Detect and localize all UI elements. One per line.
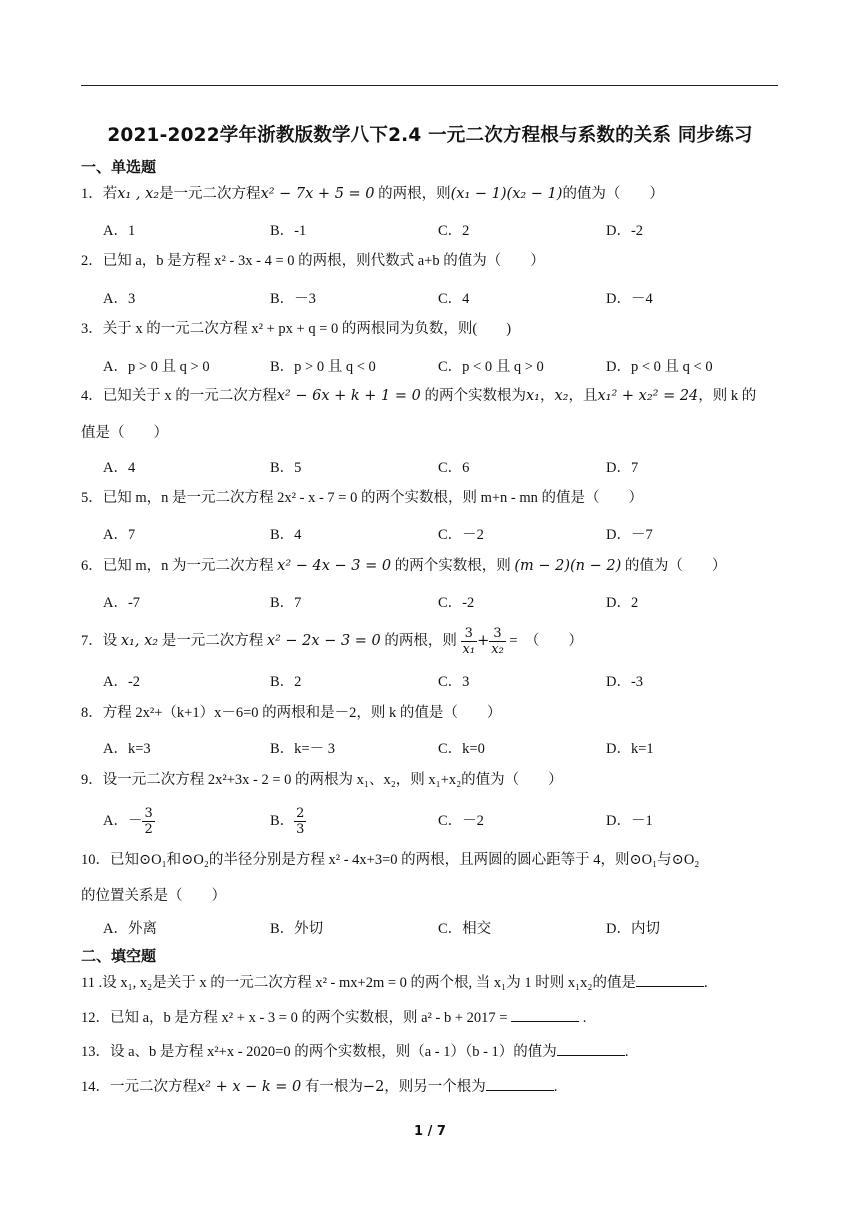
question-7-fraction-1 — [461, 626, 478, 657]
question-6 — [81, 555, 781, 577]
question-9-option-a-label: A．－ — [103, 813, 143, 829]
question-6-option-d: D．2 — [606, 595, 639, 611]
question-7-fraction-1-numerator: 3 — [461, 626, 478, 642]
question-9-option-b-fraction — [294, 806, 306, 837]
question-7-equation: x² − 2x − 3 = 0 — [266, 633, 381, 649]
question-7-fraction-2-denominator: x₂ — [491, 642, 504, 658]
header-rule — [81, 85, 778, 86]
question-7-fraction-2-numerator: 3 — [489, 626, 506, 642]
question-12-tail: . — [582, 1010, 587, 1026]
question-3: 3．关于 x 的一元二次方程 x² + px + q = 0 的两根同为负数，则( ) — [81, 321, 512, 337]
question-2-options — [103, 287, 783, 311]
question-1-tail: 的值为（ ） — [562, 186, 664, 202]
question-6-option-c: C．-2 — [438, 595, 475, 611]
question-4 — [81, 385, 781, 407]
question-1-option-b: B．-1 — [270, 223, 307, 239]
question-4-options — [103, 456, 783, 480]
question-13-tail: . — [624, 1044, 629, 1060]
question-4-prefix: 4．已知关于 x 的一元二次方程 — [81, 388, 277, 404]
question-7-prefix: 7．设 — [81, 633, 118, 649]
question-10-option-c: C．相交 — [438, 921, 492, 937]
question-4-option-d: D．7 — [606, 460, 639, 476]
question-5: 5．已知 m，n 是一元二次方程 2x² - x - 7 = 0 的两个实数根，则 m+n - mn 的值是（ ） — [81, 490, 644, 506]
question-1-options — [103, 219, 783, 243]
question-4-continuation: 值是（ ） — [81, 425, 168, 441]
question-6-mid: 的两个实数根，则 — [391, 558, 511, 574]
question-6-prefix: 6．已知 m，n 为一元二次方程 — [81, 558, 274, 574]
question-14-prefix: 14．一元二次方程 — [81, 1079, 197, 1095]
question-1-vars: x₁ , x₂ — [117, 186, 160, 202]
question-8: 8．方程 2x²+（k+1）x－6=0 的两根和是－2，则 k 的值是（ ） — [81, 705, 502, 721]
question-4-mid2: ，且 — [568, 388, 598, 404]
question-1-expression: (x₁ − 1)(x₂ − 1) — [450, 186, 563, 202]
question-9-option-a-numerator: 3 — [144, 806, 153, 822]
question-14-equation: x² + x − k = 0 — [197, 1079, 302, 1095]
question-1-mid2: 的两根，则 — [374, 186, 451, 202]
question-4-option-b: B．5 — [270, 460, 302, 476]
question-10: 10．已知⊙O₁和⊙O₂的半径分别是方程 x² - 4x+3=0 的两根，且两圆的圆心距等于 4，则⊙O₁与⊙O₂ — [81, 852, 700, 868]
question-4-root-2: x₂ — [554, 388, 569, 404]
question-5-options — [103, 523, 783, 547]
question-3-option-d: D．p < 0 且 q < 0 — [606, 359, 713, 375]
question-10-continuation: 的位置关系是（ ） — [81, 888, 226, 904]
question-12 — [81, 1007, 781, 1029]
question-7-option-a: A．-2 — [103, 674, 141, 690]
question-9-option-a-fraction — [142, 806, 154, 837]
question-7-option-b: B．2 — [270, 674, 302, 690]
question-7-fraction-2 — [489, 626, 506, 657]
question-9: 9．设一元二次方程 2x²+3x - 2 = 0 的两根为 x₁、x₂，则 x₁+x₂的值为（ ） — [81, 772, 563, 788]
question-4-root-1: x₁ — [525, 388, 540, 404]
question-6-tail: 的值为（ ） — [621, 558, 727, 574]
question-6-option-a: A．-7 — [103, 595, 141, 611]
question-13-text: 13．设 a、b 是方程 x²+x - 2020=0 的两个实数根，则（a - 1）（b - 1）的值为 — [81, 1044, 557, 1060]
page-number: 1 / 7 — [414, 1124, 446, 1139]
question-3-options — [103, 355, 783, 379]
question-10-options — [103, 917, 783, 941]
question-10-option-d: D．内切 — [606, 921, 660, 937]
question-7 — [81, 624, 781, 658]
question-7-plus: + — [477, 633, 490, 649]
question-1-option-d: D．-2 — [606, 223, 644, 239]
question-1-option-c: C．2 — [438, 223, 470, 239]
question-14-mid: 有一根为 — [301, 1079, 363, 1095]
question-8-option-d: D．k=1 — [606, 741, 654, 757]
question-7-mid: 是一元二次方程 — [158, 633, 264, 649]
question-1-equation: x² − 7x + 5 = 0 — [260, 186, 375, 202]
question-1-mid: 是一元二次方程 — [159, 186, 261, 202]
question-1-option-a: A．1 — [103, 223, 136, 239]
question-11-tail: . — [703, 975, 708, 991]
section-heading-fill-in: 二、填空题 — [81, 947, 157, 965]
question-8-option-b: B．k=－ 3 — [270, 741, 335, 757]
question-9-option-b — [270, 804, 306, 838]
page-title: 2021-2022学年浙教版数学八下2.4 一元二次方程根与系数的关系 同步练习 — [107, 125, 753, 146]
question-2: 2．已知 a，b 是方程 x² - 3x - 4 = 0 的两根，则代数式 a+b 的值为（ ） — [81, 253, 545, 269]
question-8-options — [103, 737, 783, 761]
question-8-option-a: A．k=3 — [103, 741, 151, 757]
question-9-option-a-denominator: 2 — [144, 822, 153, 838]
question-9-option-c: C．－2 — [438, 813, 484, 829]
question-9-option-a — [103, 804, 155, 838]
question-7-vars: x₁, x₂ — [120, 633, 159, 649]
question-14-root: −2 — [362, 1079, 385, 1095]
question-12-text: 12．已知 a，b 是方程 x² + x - 3 = 0 的两个实数根，则 a² - b + 2017 = — [81, 1010, 508, 1026]
question-8-option-c: C．k=0 — [438, 741, 485, 757]
question-6-option-b: B．7 — [270, 595, 302, 611]
question-6-equation: x² − 4x − 3 = 0 — [277, 558, 392, 574]
question-4-condition: x₁² + x₂² = 24 — [597, 388, 699, 404]
question-14-mid2: ，则另一个根为 — [384, 1079, 486, 1095]
question-3-option-c: C．p < 0 且 q > 0 — [438, 359, 544, 375]
question-4-mid: 的两个实数根为 — [420, 388, 526, 404]
question-2-option-c: C．4 — [438, 291, 470, 307]
question-1 — [81, 183, 781, 205]
question-7-tail: = （ ） — [509, 633, 583, 649]
question-2-option-b: B．－3 — [270, 291, 316, 307]
question-14-tail: . — [553, 1079, 558, 1095]
question-4-separator: ， — [539, 388, 555, 404]
question-14-answer-blank[interactable] — [486, 1076, 554, 1091]
question-9-option-b-numerator: 2 — [296, 806, 305, 822]
question-4-tail: ，则 k 的 — [698, 388, 757, 404]
question-9-options — [103, 804, 783, 838]
question-11-text: 11 .设 x₁, x₂是关于 x 的一元二次方程 x² - mx+2m = 0 的两个根, 当 x₁为 1 时则 x₁x₂的值是 — [81, 975, 636, 991]
question-6-expression: (m − 2)(n − 2) — [514, 558, 622, 574]
question-12-answer-blank[interactable] — [511, 1007, 579, 1022]
question-7-mid2: 的两根，则 — [380, 633, 457, 649]
question-4-equation: x² − 6x + k + 1 = 0 — [276, 388, 421, 404]
question-7-fraction-1-denominator: x₁ — [462, 642, 476, 658]
question-7-options — [103, 670, 783, 694]
question-1-prefix: 1．若 — [81, 186, 118, 202]
question-7-option-c: C．3 — [438, 674, 470, 690]
question-2-option-d: D．－4 — [606, 291, 653, 307]
question-2-option-a: A．3 — [103, 291, 136, 307]
question-11 — [81, 972, 781, 994]
question-9-option-d: D．－1 — [606, 813, 653, 829]
question-5-option-a: A．7 — [103, 527, 136, 543]
question-4-option-c: C．6 — [438, 460, 470, 476]
question-5-option-c: C．－2 — [438, 527, 484, 543]
question-10-option-a: A．外离 — [103, 921, 157, 937]
question-10-option-b: B．外切 — [270, 921, 324, 937]
question-9-option-b-label: B． — [270, 813, 295, 829]
question-3-option-b: B．p > 0 且 q < 0 — [270, 359, 376, 375]
question-3-option-a: A．p > 0 且 q > 0 — [103, 359, 210, 375]
question-13-answer-blank[interactable] — [557, 1041, 625, 1056]
question-5-option-d: D．－7 — [606, 527, 653, 543]
section-heading-single-choice: 一、单选题 — [81, 158, 157, 176]
question-5-option-b: B．4 — [270, 527, 302, 543]
question-14 — [81, 1076, 781, 1098]
question-7-option-d: D．-3 — [606, 674, 644, 690]
question-9-option-b-denominator: 3 — [296, 822, 305, 838]
question-6-options — [103, 591, 783, 615]
question-4-option-a: A．4 — [103, 460, 136, 476]
question-11-answer-blank[interactable] — [636, 972, 704, 987]
question-13 — [81, 1041, 781, 1063]
